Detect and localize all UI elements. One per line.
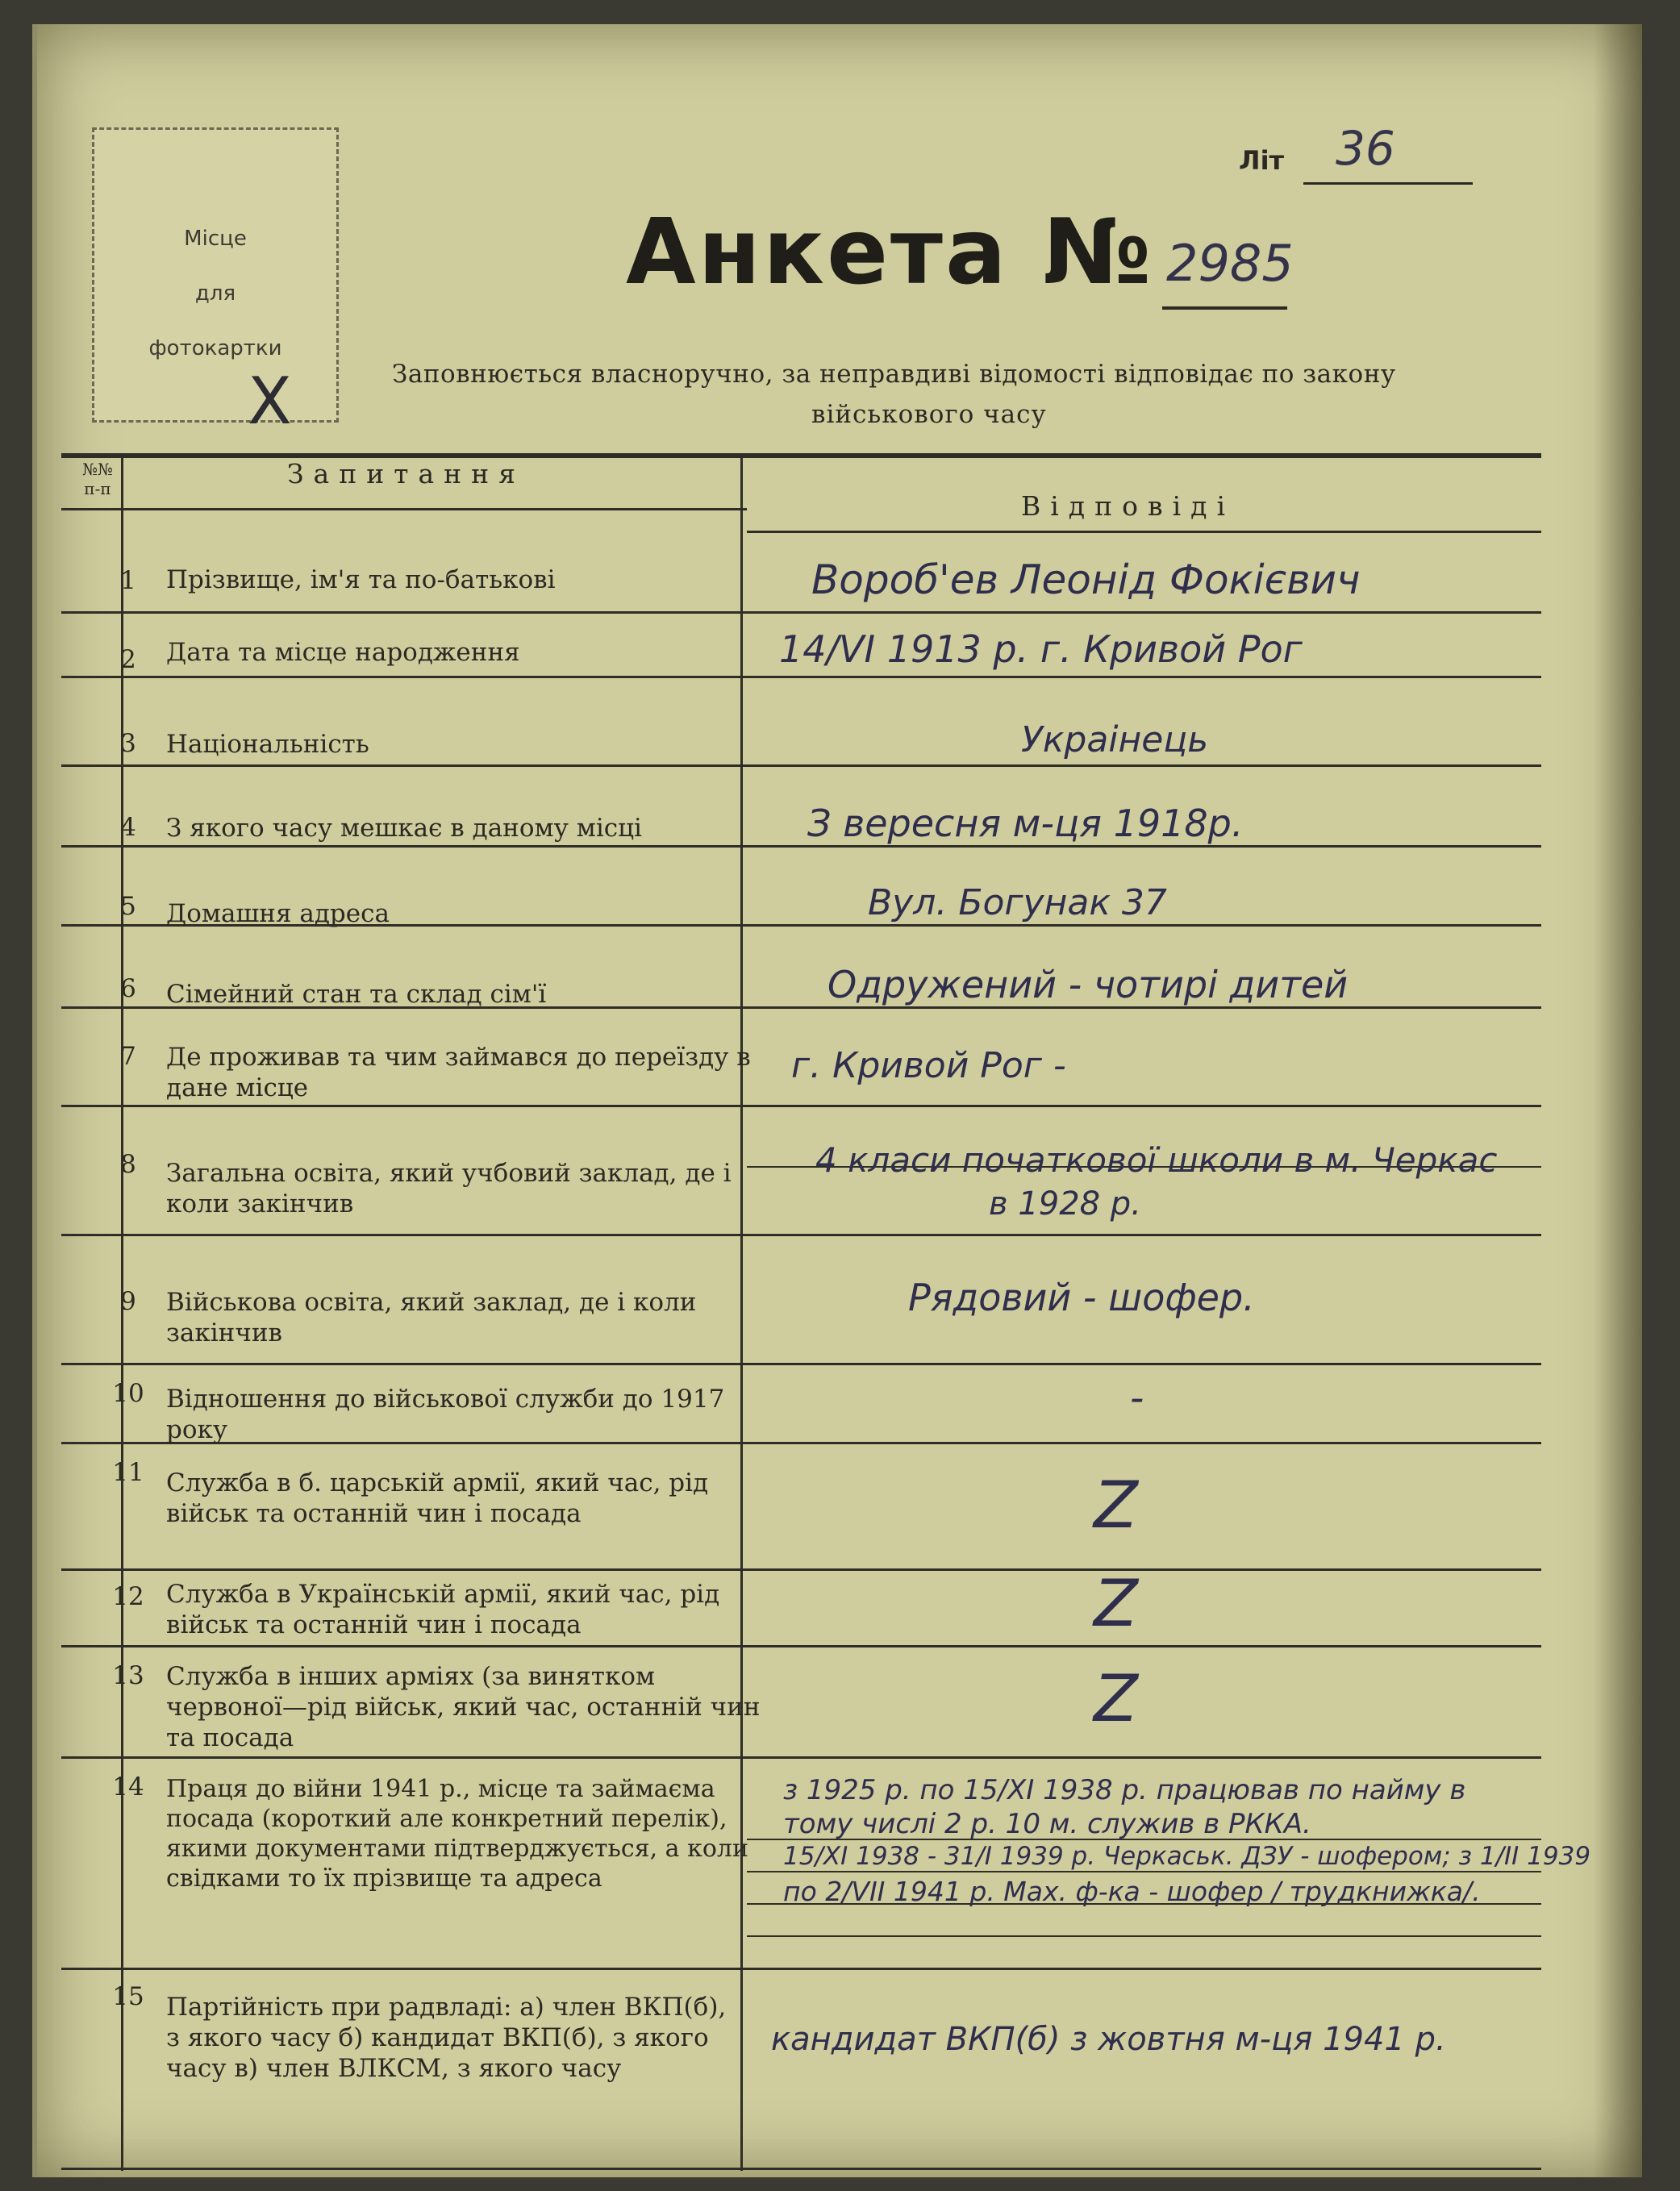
question-text: Прізвище, ім'я та по-батькові: [166, 565, 556, 594]
question-text: З якого часу мешкає в даному місці: [166, 814, 642, 843]
question-text: Відношення до військової служби до 1917 року: [166, 1385, 725, 1444]
row-number: 6: [120, 974, 136, 1003]
answer-line: [747, 1871, 1541, 1872]
form-number-underline: [1162, 306, 1287, 310]
header-questions: Запитання: [287, 458, 525, 489]
row-number: 8: [120, 1150, 136, 1179]
question-text: Служба в Українській армії, який час, рід військ та останній чин і посада: [166, 1580, 720, 1639]
row-separator: [61, 1234, 1541, 1236]
answer-text: Украінець: [1021, 719, 1209, 760]
row-separator: [61, 1568, 1541, 1571]
question-text: Служба в інших арміях (за винятком червоної—рід військ, який час, останній чин та посада: [166, 1662, 761, 1752]
row-number: 13: [112, 1661, 144, 1690]
answer-text: 14/VI 1913 р. г. Кривой Рог: [779, 627, 1303, 671]
answer-text: -: [1130, 1376, 1144, 1421]
row-separator: [61, 845, 1541, 848]
row-number: 11: [112, 1458, 144, 1487]
photo-label-line2: для: [194, 281, 236, 306]
photo-label-line3: фотокартки: [148, 336, 282, 360]
photo-label-line1: Місце: [184, 227, 247, 251]
answer-text: по 2/VII 1941 р. Мах. ф-ка - шофер / трудкнижка/.: [783, 1876, 1481, 1907]
question-text: Партійність при радвладі: а) член ВКП(б), з якого часу б) кандидат ВКП(б), з якого часу в) член ВЛКСМ, з якого часу: [166, 1993, 727, 2083]
row-number: 4: [120, 813, 136, 842]
answer-line: [747, 1935, 1541, 1937]
row-number: 9: [120, 1287, 136, 1316]
header-number: №№ п-п: [82, 460, 113, 498]
question-text: Сімейний стан та склад сім'ї: [166, 980, 547, 1009]
answer-text: з 1925 р. по 15/XI 1938 р. працював по найму в: [783, 1774, 1466, 1806]
row-separator: [61, 1968, 1541, 1970]
row-separator: [61, 1645, 1541, 1647]
instruction-line2: військового часу: [811, 400, 1047, 429]
photo-cross-mark: X: [248, 364, 292, 439]
question-text: Служба в б. царській армії, який час, рід військ та останній чин і посада: [166, 1468, 709, 1528]
answer-text: кандидат ВКП(б) з жовтня м-ця 1941 р.: [771, 2021, 1446, 2058]
answer-text: Рядовий - шофер.: [908, 1276, 1255, 1319]
answer-text: 4 класи початкової школи в м. Черкас: [815, 1140, 1498, 1180]
row-number: 1: [120, 566, 136, 595]
row-number: 10: [112, 1379, 144, 1408]
answer-text: Z: [1094, 1661, 1138, 1736]
row-number: 7: [120, 1042, 136, 1071]
question-text: Національність: [166, 730, 369, 759]
header-divider-left: [61, 508, 747, 510]
row-number: 12: [112, 1582, 144, 1611]
question-text: Загальна освіта, який учбовий заклад, де і коли закінчив: [166, 1159, 732, 1218]
answer-text: в 1928 р.: [989, 1185, 1141, 1223]
row-number: 5: [120, 892, 136, 921]
lit-value: 36: [1336, 121, 1395, 176]
answer-text: Z: [1094, 1566, 1138, 1641]
lit-underline: [1303, 182, 1473, 185]
lit-label: Літ: [1239, 145, 1285, 176]
row-separator: [61, 1756, 1541, 1759]
row-number: 14: [112, 1772, 144, 1802]
table-top-border: [61, 453, 1541, 458]
row-number: 3: [120, 729, 136, 758]
photo-placeholder: [92, 127, 339, 439]
answer-text: г. Кривой Рог -: [791, 1045, 1066, 1086]
instruction-line1: Заповнюється власноручно, за неправдиві відомості відповідає по закону: [392, 360, 1396, 389]
question-text: Праця до війни 1941 р., місце та займаєма посада (короткий але конкретний перелік), якими документами підтверджується, а коли свідками то їх прізвище та адреса: [166, 1775, 748, 1893]
question-text: Де проживав та чим займався до переїзду в дане місце: [166, 1043, 751, 1102]
header-answers: Відповіді: [1021, 490, 1235, 522]
answer-text: тому числі 2 р. 10 м. служив в РККА.: [783, 1808, 1311, 1840]
header-divider-right: [747, 531, 1541, 533]
answer-text: Вул. Богунак 37: [868, 882, 1167, 923]
answer-text: Вороб'ев Леонід Фокієвич: [811, 556, 1361, 603]
row-separator: [61, 1105, 1541, 1107]
row-separator: [61, 764, 1541, 767]
row-separator: [61, 1363, 1541, 1365]
form-number: 2985: [1166, 234, 1294, 293]
question-text: Військова освіта, який заклад, де і коли закінчив: [166, 1288, 697, 1348]
answer-text: Одружений - чотирі дитей: [827, 963, 1349, 1006]
row-number: 2: [120, 645, 136, 674]
table-bottom-border: [61, 2168, 1541, 2170]
row-number: 15: [112, 1982, 144, 2011]
row-separator: [61, 676, 1541, 678]
question-text: Домашня адреса: [166, 899, 390, 928]
questionnaire-page: [32, 24, 1642, 2177]
answer-text: Z: [1094, 1468, 1138, 1543]
answer-text: З вересня м-ця 1918р.: [807, 802, 1244, 845]
page-title: Анкета №: [626, 200, 1154, 305]
answer-text: 15/XI 1938 - 31/I 1939 р. Черкаськ. ДЗУ - шофером; з 1/II 1939: [783, 1842, 1591, 1871]
row-separator: [61, 611, 1541, 614]
question-text: Дата та місце народження: [166, 638, 520, 667]
